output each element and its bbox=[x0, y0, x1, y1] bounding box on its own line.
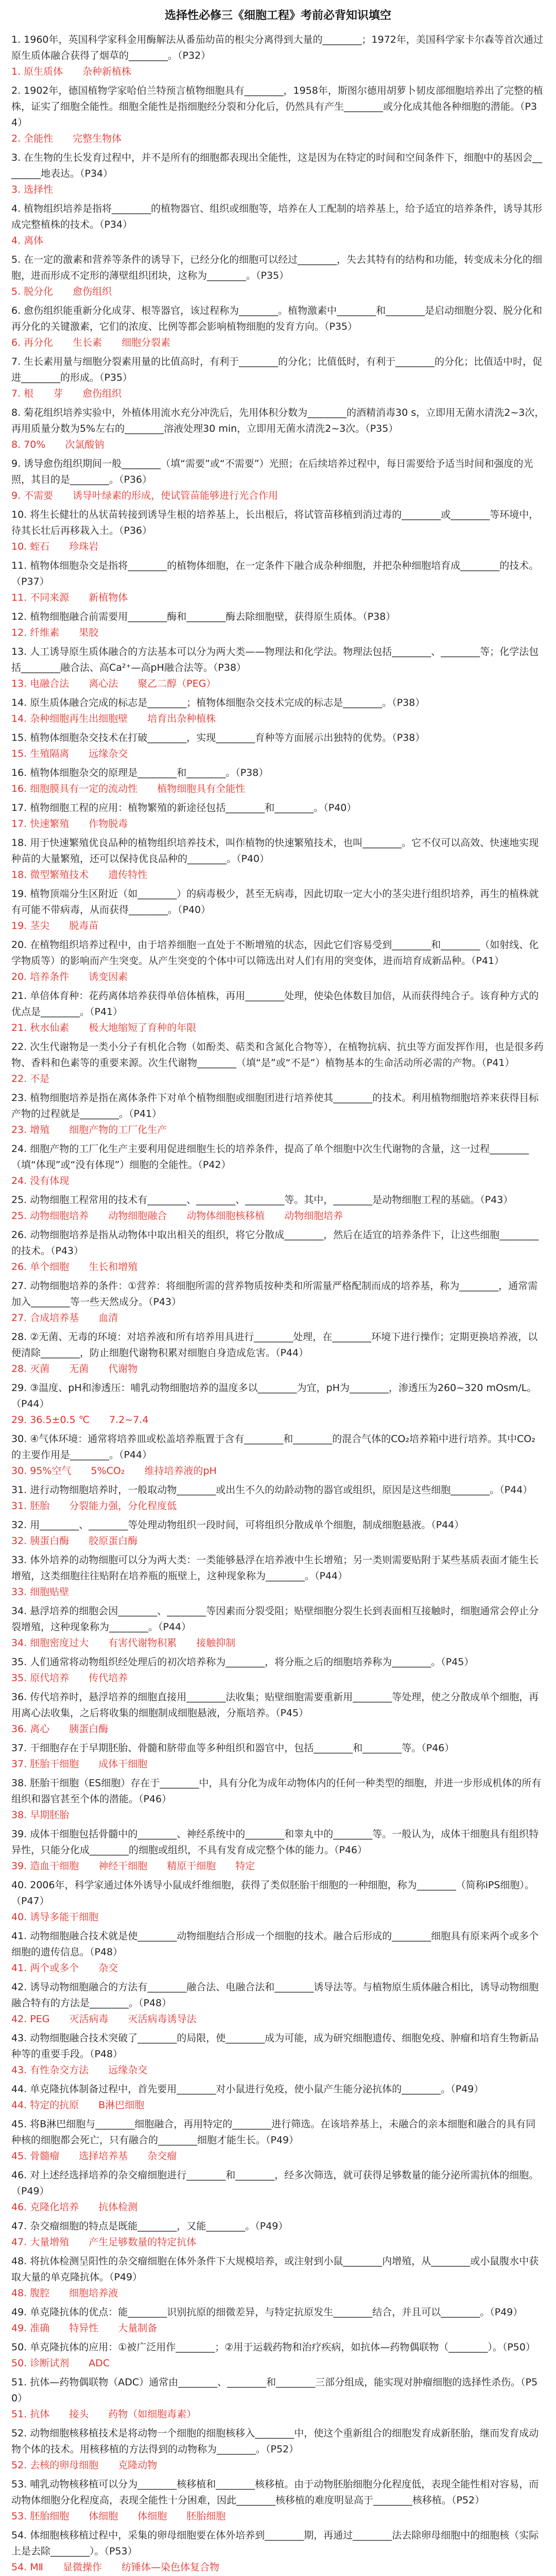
question-text: 26. 动物细胞培养是指从动物体中取出相关的组织，将它分散成________，然后在适宜的培养条件下，让这些细胞________的技术。（P43） bbox=[11, 1229, 539, 1257]
question-item bbox=[11, 2426, 545, 2473]
answer-text: 42. PEG 灭活病毒 灭活病毒诱导法 bbox=[11, 2013, 197, 2025]
question-text: 30. ④气体环境：通常将培养皿或松盖培养瓶置于含有________和________的混合气体的CO₂培养箱中进行培养。其中CO₂的主要作用是________。（P44） bbox=[11, 1433, 535, 1461]
question-text: 6. 愈伤组织能重新分化成芽、根等器官，该过程称为________。植物激素中________和________是启动细胞分裂、脱分化和再分化的关键激素，它们的浓度、比例等都会影响植物细胞的发育方向。（P35） bbox=[11, 305, 543, 332]
answer-text: 43. 有性杂交方法 远缘杂交 bbox=[11, 2064, 148, 2076]
question-item bbox=[11, 1329, 545, 1377]
answer-text: 20. 培养条件 诱变因素 bbox=[11, 971, 128, 982]
answer-text: 21. 秋水仙素 极大地缩短了育种的年限 bbox=[11, 1022, 197, 1033]
question-text: 50. 单克隆抗体的应用：①被广泛用作________；②用于运载药物和治疗疾病，如抗体—药物偶联物（________）。（P50） bbox=[11, 2342, 535, 2353]
question-text: 52. 动物细胞核移植技术是将动物一个细胞的细胞核移入________中，使这个重新组合的细胞发育成新胚胎，继而发育成动物个体的技术。用核移植的方法得到的动物称为________。（P52） bbox=[11, 2428, 539, 2455]
question-text: 43. 动物细胞融合技术突破了________的局限，使________成为可能，成为研究细胞遗传、细胞免疫、肿瘤和培育生物新品种等的重要手段。（P48） bbox=[11, 2032, 539, 2060]
question-text: 17. 植物细胞工程的应用：植物繁殖的新途径包括________和________。（P40） bbox=[11, 802, 357, 814]
question-item bbox=[11, 1654, 545, 1686]
answer-text: 33. 细胞贴壁 bbox=[11, 1586, 70, 1598]
answer-text: 1. 原生质体 杂种新植株 bbox=[11, 66, 132, 77]
question-text: 22. 次生代谢物是一类小分子有机化合物（如酚类、萜类和含氮化合物等），在植物抗病、抗虫等方面发挥作用，也是很多药物、香料和色素等的重要来源。次生代谢物________（填“是”或“不是”）植物基本的生命活动所必需的产物。（P41） bbox=[11, 1041, 544, 1069]
question-text: 3. 在生物的生长发育过程中，并不是所有的细胞都表现出全能性，这是因为在特定的时间和空间条件下，细胞中的基因会________地表达。（P34） bbox=[11, 152, 543, 179]
answer-text: 27. 合成培养基 血清 bbox=[11, 1312, 118, 1324]
answer-text: 24. 没有体现 bbox=[11, 1175, 70, 1187]
answer-text: 32. 胰蛋白酶 胶原蛋白酶 bbox=[11, 1535, 138, 1547]
question-item bbox=[11, 405, 545, 453]
question-text: 38. 胚胎干细胞（ES细胞）存在于________中，具有分化为成年动物体内的任何一种类型的细胞，并进一步形成机体的所有组织和器官甚至个体的潜能。（P46） bbox=[11, 1777, 542, 1805]
question-item bbox=[11, 2528, 545, 2575]
question-text: 44. 单克隆抗体制备过程中，首先要用________对小鼠进行免疫，使小鼠产生能分泌抗体的________。（P49） bbox=[11, 2083, 484, 2095]
question-item bbox=[11, 1603, 545, 1651]
answer-text: 45. 骨髓瘤 选择培养基 杂交瘤 bbox=[11, 2150, 177, 2162]
question-item bbox=[11, 1380, 545, 1428]
question-text: 35. 人们通常将动物组织经处理后的初次培养称为________，将分瓶之后的细胞培养称为________。（P45） bbox=[11, 1656, 474, 1668]
answer-text: 40. 诱导多能干细胞 bbox=[11, 1911, 99, 1923]
question-item bbox=[11, 32, 545, 80]
question-item bbox=[11, 507, 545, 555]
question-text: 45. 将B淋巴细胞与________细胞融合，再用特定的________进行筛选。在该培养基上，未融合的亲本细胞和融合的具有同种核的细胞都会死亡，只有融合的________细胞才能生长。（P49） bbox=[11, 2119, 536, 2146]
question-text: 4. 植物组织培养是指将________的植物器官、组织或细胞等，培养在人工配制的培养基上，给予适宜的培养条件，诱导其形成完整植株的技术。（P34） bbox=[11, 203, 543, 230]
answer-text: 35. 原代培养 传代培养 bbox=[11, 1672, 128, 1684]
question-item bbox=[11, 1877, 545, 1925]
question-text: 40. 2006年，科学家通过体外诱导小鼠成纤维细胞，获得了类似胚胎干细胞的一种细胞，称为________（简称iPS细胞）。（P47） bbox=[11, 1879, 534, 1907]
question-item bbox=[11, 558, 545, 606]
question-item bbox=[11, 252, 545, 300]
question-item bbox=[11, 1141, 545, 1189]
question-item bbox=[11, 2116, 545, 2164]
question-text: 11. 植物体细胞杂交是指将________的植物体细胞，在一定条件下融合成杂种细胞，并把杂种细胞培育成________的技术。（P37） bbox=[11, 560, 539, 587]
question-item bbox=[11, 1278, 545, 1326]
question-text: 20. 在植物组织培养过程中，由于培养细胞一直处于不断增殖的状态，因此它们容易受到________和________（如射线、化学物质等）的影响而产生突变。从产生突变的个体中可以筛选出对人们有用的突变体，进而培育成新品种。（P41） bbox=[11, 939, 539, 967]
question-text: 46. 对上述经选择培养的杂交瘤细胞进行________和________，经多次筛选，就可获得足够数量的能分泌所需抗体的细胞。（P49） bbox=[11, 2170, 539, 2197]
question-text: 16. 植物体细胞杂交的原理是________和________。（P38） bbox=[11, 767, 269, 778]
answer-text: 44. 特定的抗原 B淋巴细胞 bbox=[11, 2099, 145, 2111]
question-item bbox=[11, 1192, 545, 1224]
question-item bbox=[11, 150, 545, 198]
question-text: 39. 成体干细胞包括骨髓中的________、神经系统中的________和睾丸中的________等。一般认为，成体干细胞具有组织特异性，只能分化成________的细胞或组织，不具有发育成完整个体的能力。（P46） bbox=[11, 1828, 539, 1856]
answer-text: 38. 早期胚胎 bbox=[11, 1809, 70, 1821]
question-item bbox=[11, 83, 545, 147]
question-text: 25. 动物细胞工程常用的技术有________、________、________等。其中，________是动物细胞工程的基础。（P43） bbox=[11, 1194, 513, 1206]
question-text: 7. 生长素用量与细胞分裂素用量的比值高时，有利于________的分化；比值低时，有利于________的分化；比值适中时，促进________的形成。（P35） bbox=[11, 356, 543, 383]
answer-text: 54. MⅡ 显微操作 纺锤体—染色体复合物 bbox=[11, 2562, 220, 2573]
question-item bbox=[11, 1227, 545, 1275]
answer-text: 6. 再分化 生长素 细胞分裂素 bbox=[11, 337, 171, 348]
question-item bbox=[11, 835, 545, 883]
question-text: 34. 悬浮培养的细胞会因________、________等因素而分裂受阻；贴壁细胞分裂生长到表面相互接触时，细胞通常会停止分裂增殖，这种现象称为________。（P44） bbox=[11, 1605, 539, 1633]
question-text: 27. 动物细胞培养的条件：①营养：将细胞所需的营养物质按种类和所需量严格配制而成的培养基，称为________，通常需加入________等一些天然成分。（P43） bbox=[11, 1280, 538, 1308]
answer-text: 49. 准确 特异性 大量制备 bbox=[11, 2323, 158, 2334]
question-item bbox=[11, 695, 545, 727]
answer-text: 15. 生殖隔离 远缘杂交 bbox=[11, 748, 128, 759]
answer-text: 25. 动物细胞培养 动物细胞融合 动物体细胞核移植 动物细胞培养 bbox=[11, 1210, 343, 1222]
answer-text: 18. 微型繁殖技术 遗传特性 bbox=[11, 869, 148, 880]
answer-text: 51. 抗体 接头 药物（如细胞毒素） bbox=[11, 2409, 197, 2420]
question-item bbox=[11, 765, 545, 797]
question-list bbox=[11, 32, 545, 2576]
answer-text: 37. 胚胎干细胞 成体干细胞 bbox=[11, 1758, 148, 1770]
answer-text: 10. 蛭石 珍珠岩 bbox=[11, 541, 99, 552]
answer-text: 16. 细胞膜具有一定的流动性 植物细胞具有全能性 bbox=[11, 783, 246, 794]
answer-text: 47. 大量增殖 产生足够数量的特定抗体 bbox=[11, 2236, 197, 2248]
question-text: 28. ②无菌、无毒的环境：对培养液和所有培养用具进行________处理，在________环境下进行操作；定期更换培养液，以便清除________，防止细胞代谢物积累对细胞自身造成危害。（P44） bbox=[11, 1331, 538, 1359]
answer-text: 31. 胚胎 分裂能力强，分化程度低 bbox=[11, 1500, 177, 1512]
answer-text: 22. 不是 bbox=[11, 1073, 50, 1084]
answer-text: 28. 灭菌 无菌 代谢物 bbox=[11, 1363, 138, 1375]
question-item bbox=[11, 2375, 545, 2422]
question-text: 51. 抗体—药物偶联物（ADC）通常由________、________和________三部分组成，能实现对肿瘤细胞的选择性杀伤。（P50） bbox=[11, 2377, 538, 2404]
question-item bbox=[11, 354, 545, 402]
question-item bbox=[11, 2253, 545, 2301]
answer-text: 53. 胚胎细胞 体细胞 体细胞 胚胎细胞 bbox=[11, 2511, 226, 2522]
answer-text: 34. 细胞密度过大 有害代谢物积累 接触抑制 bbox=[11, 1637, 236, 1649]
answer-text: 9. 不需要 诱导叶绿素的形成，使试管苗能够进行光合作用 bbox=[11, 490, 279, 501]
question-text: 8. 菊花组织培养实验中，外植体用流水充分冲洗后，先用体积分数为________的酒精消毒30 s，立即用无菌水清洗2~3次，再用质量分数为5%左右的________溶液处理30 min，立即用无菌水清洗2~3次。（P35） bbox=[11, 407, 545, 434]
question-item bbox=[11, 1979, 545, 2027]
question-text: 31. 进行动物细胞培养时，一般取动物________或出生不久的幼龄动物的器官或组织，原因是这些细胞________。（P44） bbox=[11, 1484, 533, 1496]
question-text: 15. 植物体细胞杂交技术在打破________，实现________育种等方面展示出独特的优势。（P38） bbox=[11, 732, 425, 743]
question-item bbox=[11, 456, 545, 504]
question-item bbox=[11, 1740, 545, 1772]
question-item bbox=[11, 201, 545, 249]
question-item bbox=[11, 303, 545, 351]
answer-text: 50. 诊断试剂 ADC bbox=[11, 2358, 110, 2369]
answer-text: 41. 两个或多个 杂交 bbox=[11, 1962, 118, 1974]
answer-text: 46. 克隆化培养 抗体检测 bbox=[11, 2201, 138, 2213]
question-text: 53. 哺乳动物核移植可以分为________核移植和________核移植。由于动物胚胎细胞分化程度低，表现全能性相对容易，而动物体细胞分化程度高，表现全能性十分困难，因此________核移植的难度明显高于________核移植。（P52） bbox=[11, 2479, 539, 2506]
answer-text: 7. 根 芽 愈伤组织 bbox=[11, 388, 122, 399]
question-item bbox=[11, 644, 545, 692]
question-item bbox=[11, 2081, 545, 2113]
question-text: 33. 体外培养的动物细胞可以分为两大类：一类能够悬浮在培养液中生长增殖；另一类则需要贴附于某些基质表面才能生长增殖，这类细胞往往贴附在培养瓶的瓶壁上，这种现象称为________。（P44） bbox=[11, 1554, 539, 1582]
answer-text: 17. 快速繁殖 作物脱毒 bbox=[11, 818, 128, 829]
question-item bbox=[11, 2218, 545, 2250]
answer-text: 30. 95%空气 5%CO₂ 维持培养液的pH bbox=[11, 1465, 217, 1477]
question-text: 9. 诱导愈伤组织期间一般________（填“需要”或“不需要”）光照；在后续培养过程中，每日需要给予适当时间和强度的光照，其目的是________。（P36） bbox=[11, 458, 533, 485]
question-text: 32. 用________、________等处理动物组织一段时间，可将组织分散成单个细胞，制成细胞悬液。（P44） bbox=[11, 1519, 464, 1531]
question-item bbox=[11, 1090, 545, 1138]
answer-text: 3. 选择性 bbox=[11, 184, 54, 195]
question-text: 21. 单倍体育种：花药离体培养获得单倍体植株，再用________处理，使染色体数目加倍，从而获得纯合子。该育种方式的优点是________。（P41） bbox=[11, 990, 539, 1018]
question-text: 24. 细胞产物的工厂化生产主要利用促进细胞生长的培养条件，提高了单个细胞中次生代谢物的含量，这一过程________（填“体现”或“没有体现”）细胞的全能性。（P42） bbox=[11, 1143, 529, 1171]
question-item bbox=[11, 800, 545, 832]
answer-text: 2. 全能性 完整生物体 bbox=[11, 133, 122, 144]
question-item bbox=[11, 2477, 545, 2524]
question-text: 2. 1902年，德国植物学家哈伯兰特预言植物细胞具有________，1958年，斯图尔德用胡萝卜韧皮部细胞培养出了完整的植株，证实了细胞全能性。细胞全能性是指细胞经分裂和分化后，仍然具有产生________或分化成其他各种细胞的潜能。（P34） bbox=[11, 85, 543, 128]
question-text: 14. 原生质体融合完成的标志是________；植物体细胞杂交技术完成的标志是________。（P38） bbox=[11, 697, 425, 708]
question-item bbox=[11, 886, 545, 934]
answer-text: 52. 去核的卵母细胞 克隆动物 bbox=[11, 2460, 158, 2471]
question-item bbox=[11, 730, 545, 762]
question-item bbox=[11, 2030, 545, 2078]
question-item bbox=[11, 2340, 545, 2371]
answer-text: 48. 腹腔 细胞培养液 bbox=[11, 2287, 118, 2299]
question-text: 42. 诱导动物细胞融合的方法有________融合法、电融合法和________诱导法等。与植物原生质体融合相比，诱导动物细胞融合特有的方法是________。（P48） bbox=[11, 1981, 539, 2009]
question-item bbox=[11, 988, 545, 1036]
answer-text: 12. 纤维素 果胶 bbox=[11, 627, 99, 638]
answer-text: 14. 杂种细胞再生出细胞壁 培育出杂种植株 bbox=[11, 713, 216, 724]
question-text: 12. 植物细胞融合前需要用________酶和________酶去除细胞壁，获得原生质体。（P38） bbox=[11, 611, 396, 622]
answer-text: 19. 茎尖 脱毒苗 bbox=[11, 920, 99, 931]
question-text: 29. ③温度、pH和渗透压：哺乳动物细胞培养的温度多以________为宜，pH为________，渗透压为260~320 mOsm/L。（P44） bbox=[11, 1382, 537, 1410]
question-text: 47. 杂交瘤细胞的特点是既能________，又能________。（P49） bbox=[11, 2221, 288, 2232]
question-item bbox=[11, 1689, 545, 1737]
question-text: 49. 单克隆抗体的优点：能________识别抗原的细微差异，与特定抗原发生________结合，并且可以________。（P49） bbox=[11, 2307, 523, 2318]
answer-text: 23. 增殖 细胞产物的工厂化生产 bbox=[11, 1124, 167, 1136]
question-item bbox=[11, 1482, 545, 1514]
question-text: 13. 人工诱导原生质体融合的方法基本可以分为两大类——物理法和化学法。物理法包括________、________等；化学法包括________融合法、高Ca²⁺—高pH融合法等。（P38） bbox=[11, 646, 539, 673]
answer-text: 39. 造血干细胞 神经干细胞 精原干细胞 特定 bbox=[11, 1860, 255, 1872]
question-item bbox=[11, 1775, 545, 1823]
question-text: 1. 1960年，英国科学家科金用酶解法从番茄幼苗的根尖分离得到大量的________；1972年，美国科学家卡尔森等首次通过原生质体融合获得了烟草的________。（P32） bbox=[11, 34, 543, 61]
question-item bbox=[11, 1928, 545, 1976]
question-text: 5. 在一定的激素和营养等条件的诱导下，已经分化的细胞可以经过________，失去其特有的结构和功能，转变成未分化的细胞，进而形成不定形的薄壁组织团块，这称为________。（P35） bbox=[11, 254, 543, 281]
question-item bbox=[11, 609, 545, 641]
answer-text: 29. 36.5±0.5 ℃ 7.2~7.4 bbox=[11, 1414, 149, 1426]
question-text: 41. 动物细胞融合技术就是使________动物细胞结合形成一个细胞的技术。融合后形成的________细胞具有原来两个或多个细胞的遗传信息。（P48） bbox=[11, 1930, 539, 1958]
question-item bbox=[11, 2167, 545, 2215]
question-item bbox=[11, 1552, 545, 1600]
question-item bbox=[11, 1826, 545, 1874]
question-text: 36. 传代培养时，悬浮培养的细胞直接用________法收集；贴壁细胞需要重新用________等处理，使之分散成单个细胞，再用离心法收集，之后将收集的细胞制成细胞悬液，分瓶培养。（P45） bbox=[11, 1691, 539, 1719]
answer-text: 8. 70% 次氯酸钠 bbox=[11, 439, 105, 450]
answer-text: 26. 单个细胞 生长和增殖 bbox=[11, 1261, 138, 1273]
answer-text: 4. 离体 bbox=[11, 235, 44, 246]
question-text: 19. 植物顶端分生区附近（如________）的病毒极少，甚至无病毒，因此切取一定大小的茎尖进行组织培养，再生的植株就有可能不带病毒，从而获得________。（P40） bbox=[11, 888, 539, 916]
answer-text: 5. 脱分化 愈伤组织 bbox=[11, 286, 112, 297]
answer-text: 13. 电融合法 离心法 聚乙二醇（PEG） bbox=[11, 678, 216, 689]
page-title: 选择性必修三《细胞工程》考前必背知识填空 bbox=[164, 9, 391, 22]
question-text: 54. 体细胞核移植过程中，采集的卵母细胞要在体外培养到________期，再通过________法去除卵母细胞中的细胞核（实际上是去除________）。（P53） bbox=[11, 2530, 539, 2557]
question-text: 23. 植物细胞培养是指在离体条件下对单个植物细胞或细胞团进行培养使其________的技术。利用植物细胞培养来获得目标产物的过程就是________。（P41） bbox=[11, 1092, 539, 1120]
answer-text: 36. 离心 胰蛋白酶 bbox=[11, 1723, 109, 1735]
question-item bbox=[11, 1431, 545, 1479]
question-text: 10. 将生长健壮的丛状苗转接到诱导生根的培养基上，长出根后，将试管苗移植到消过毒的________或________等环境中，待其长壮后再移栽入土。（P36） bbox=[11, 509, 539, 536]
question-item bbox=[11, 937, 545, 985]
question-item bbox=[11, 2304, 545, 2336]
answer-text: 11. 不同来源 新植物体 bbox=[11, 592, 128, 603]
question-item bbox=[11, 1517, 545, 1549]
question-text: 18. 用于快速繁殖优良品种的植物组织培养技术，叫作植物的快速繁殖技术，也叫________。它不仅可以高效、快速地实现种苗的大量繁殖，还可以保持优良品种的________。（P40） bbox=[11, 837, 539, 865]
question-item bbox=[11, 1039, 545, 1087]
question-text: 48. 将抗体检测呈阳性的杂交瘤细胞在体外条件下大规模培养，或注射到小鼠________内增殖，从________或小鼠腹水中获取大量的单克隆抗体。（P49） bbox=[11, 2256, 539, 2283]
question-text: 37. 干细胞存在于早期胚胎、骨髓和脐带血等多种组织和器官中，包括________和________等。（P46） bbox=[11, 1742, 455, 1754]
